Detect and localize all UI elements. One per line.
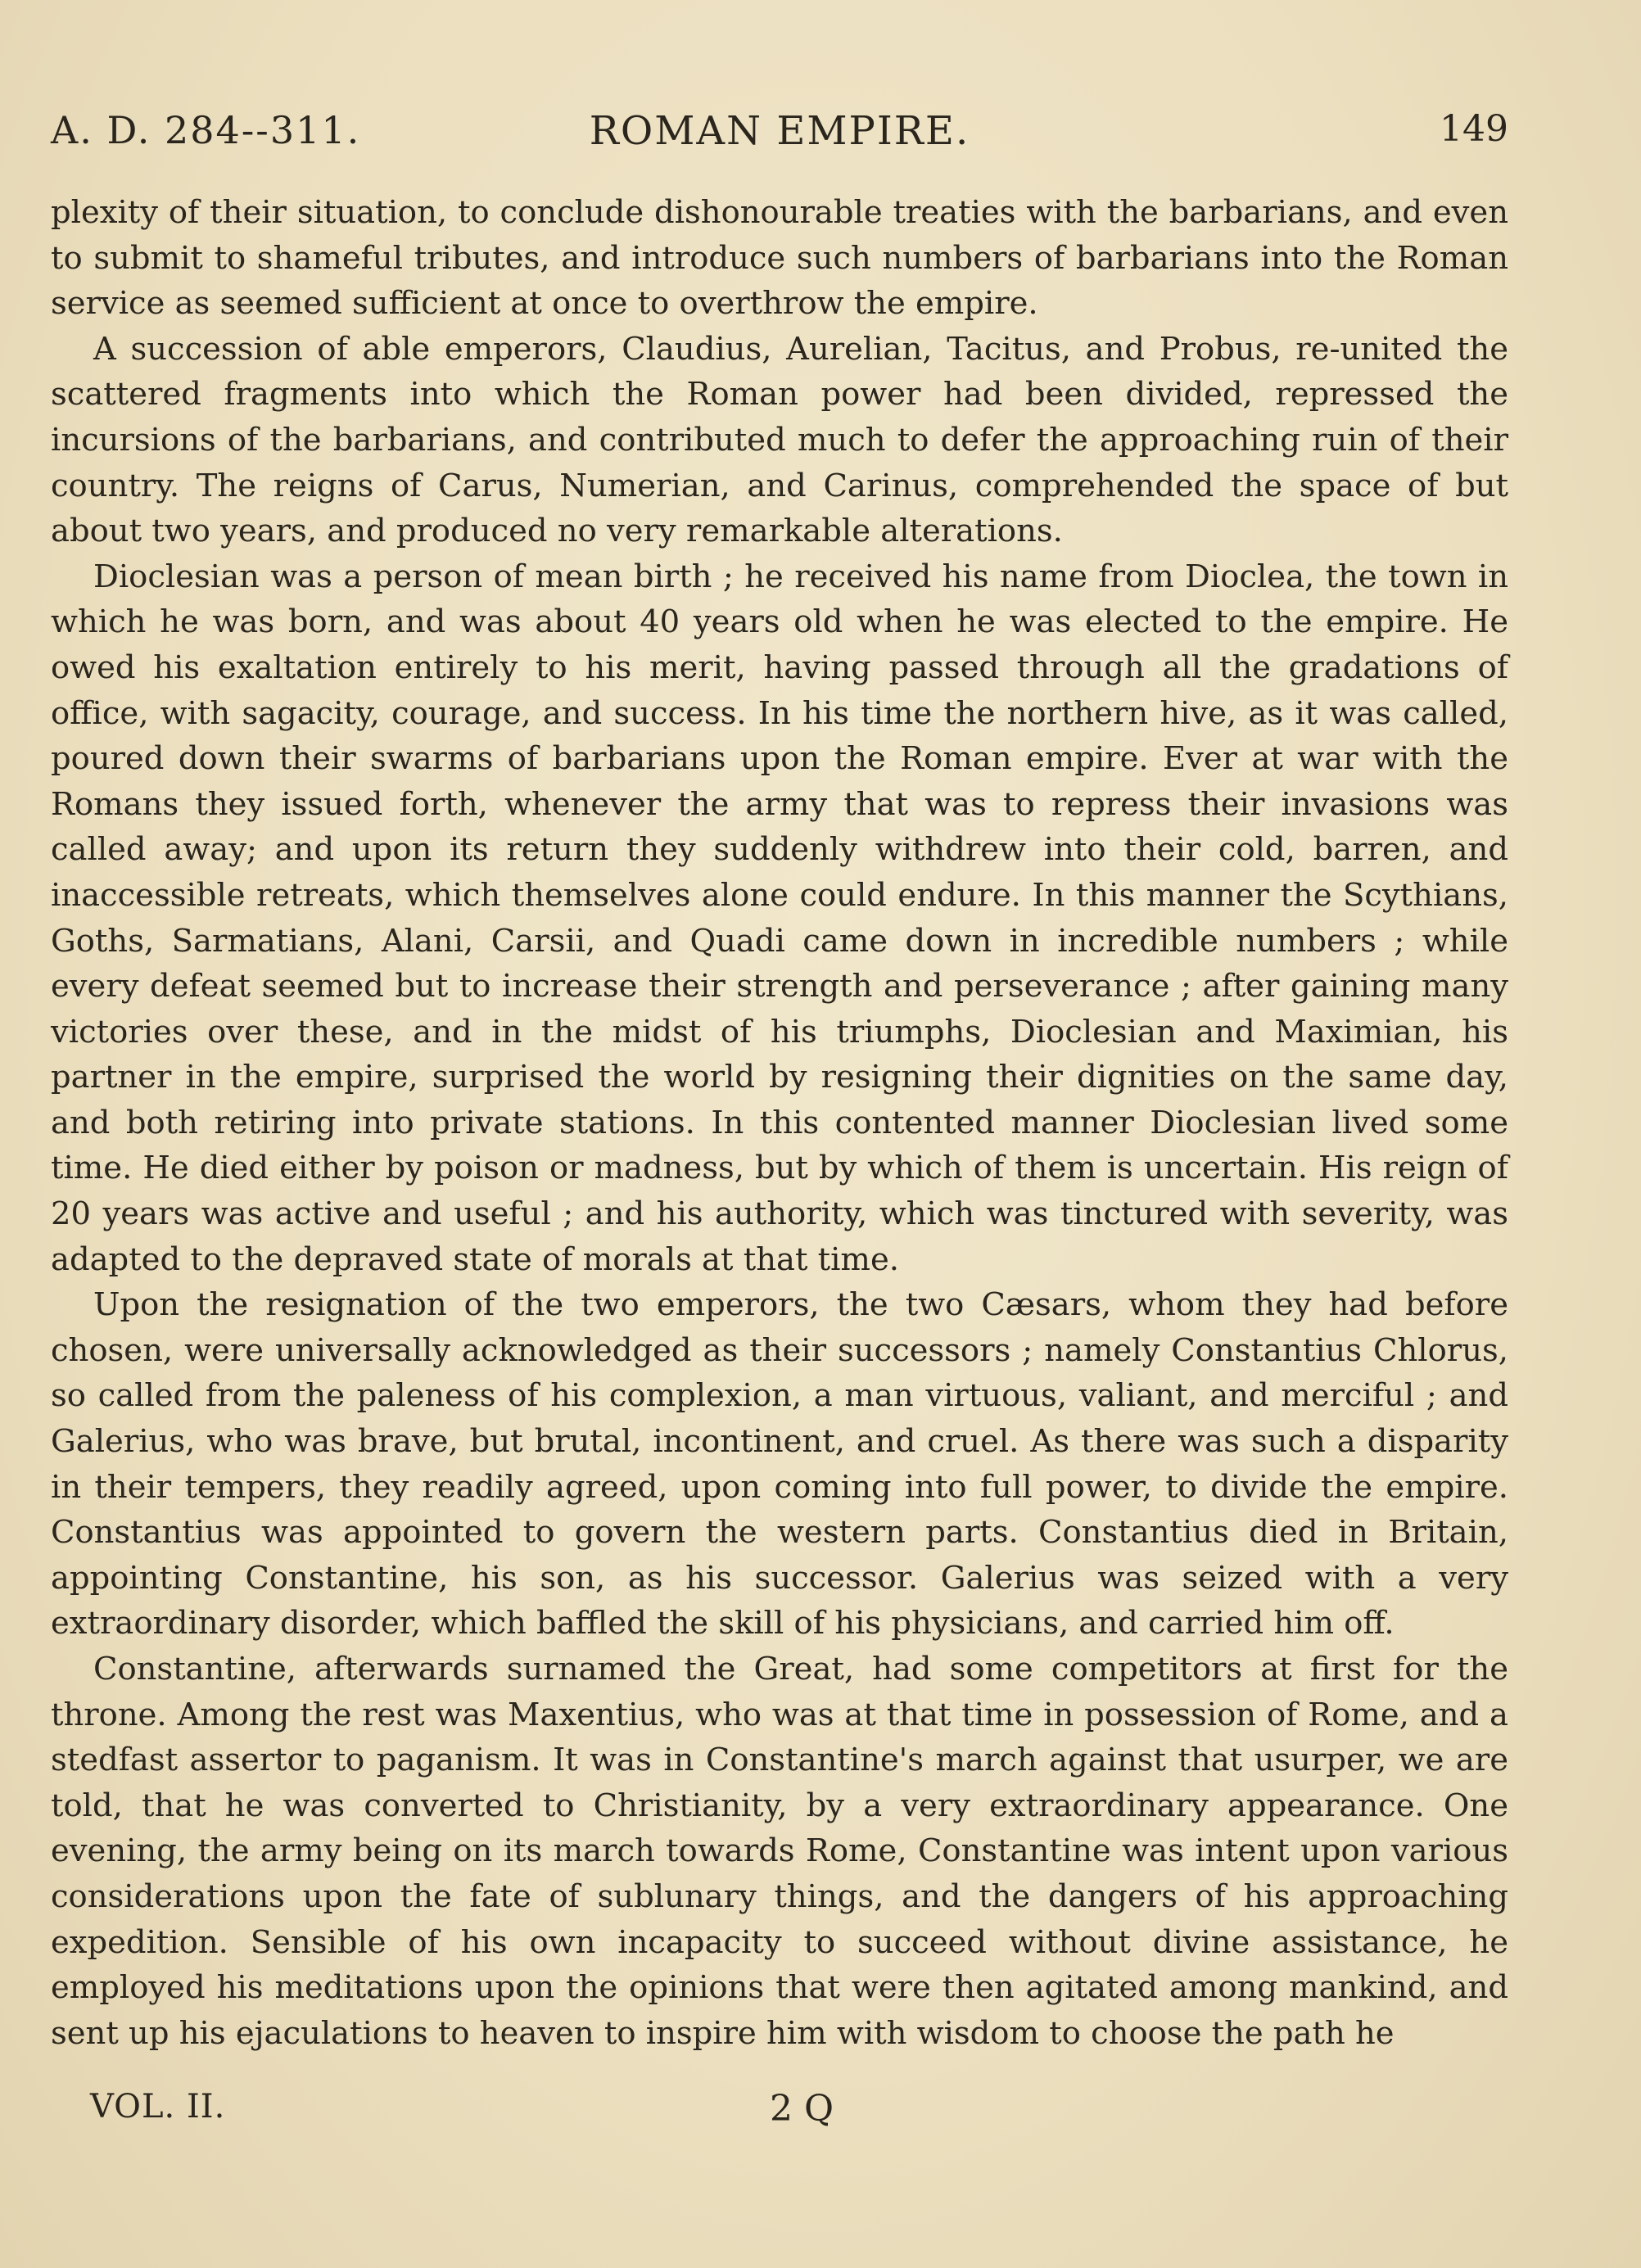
volume-mark: VOL. II.	[90, 2088, 226, 2126]
paragraph: A succession of able emperors, Claudius, Aurelian, Tacitus, and Probus, re-united the scattered fragments into which the Roman power had been divided, repressed the incursions of the barbarians, and contributed much to defer the approaching ruin of their country. The reigns of Carus, Numerian, and Carinus, comprehended the space of but about two years, and produced no very remarkable alterations.	[51, 330, 1508, 550]
signature-mark: 2 Q	[770, 2088, 834, 2130]
running-head-date-range: A. D. 284--311.	[51, 108, 361, 152]
running-head-title: ROMAN EMPIRE.	[589, 108, 970, 154]
paragraph: Dioclesian was a person of mean birth ; he received his name from Dioclea, the town in which he was born, and was about 40 years old when he was elected to the empire. He owed his exaltation entirely to his merit, having passed through all the gradations of office, with sagacity, courage, and success. In his time the northern hive, as it was called, poured down their swarms of barbarians upon the Roman empire. Ever at war with the Romans they issued forth, whenever the army that was to repress their invasions was called away; and upon its return they suddenly withdrew into their cold, barren, and inaccessible retreats, which themselves alone could endure. In this manner the Scythians, Goths, Sarmatians, Alani, Carsii, and Quadi came down in incredible numbers ; while every defeat seemed but to increase their strength and perseverance ; after gaining many victories over these, and in the midst of his triumphs, Dioclesian and Maximian, his partner in the empire, surprised the world by resigning their dignities on the same day, and both retiring into private stations. In this contented manner Dioclesian lived some time. He died either by poison or madness, but by which of them is uncertain. His reign of 20 years was active and useful ; and his authority, which was tinctured with severity, was adapted to the depraved state of morals at that time.	[51, 558, 1508, 1278]
page-footer	[90, 2088, 1482, 2137]
body-text	[51, 190, 1508, 2056]
paragraph: Constantine, afterwards surnamed the Great, had some competitors at first for the throne. Among the rest was Maxentius, who was at that time in possession of Rome, and a stedfast assertor to paganism. It was in Constantine's march against that usurper, we are told, that he was converted to Christianity, by a very extraordinary appearance. One evening, the army being on its march towards Rome, Constantine was intent upon various considerations upon the fate of sublunary things, and the dangers of his approaching expedition. Sensible of his own incapacity to succeed without divine assistance, he employed his meditations upon the opinions that were then agitated among mankind, and sent up his ejaculations to heaven to inspire him with wisdom to choose the path he	[51, 1651, 1508, 2052]
paragraph: Upon the resignation of the two emperors, the two Cæsars, whom they had before chosen, were universally acknowledged as their successors ; namely Constantius Chlorus, so called from the paleness of his complexion, a man virtuous, valiant, and merciful ; and Galerius, who was brave, but brutal, incontinent, and cruel. As there was such a disparity in their tempers, they readily agreed, upon coming into full power, to divide the empire. Constantius was appointed to govern the western parts. Constantius died in Britain, appointing Constantine, his son, as his successor. Galerius was seized with a very extraordinary disorder, which baffled the skill of his physicians, and carried him off.	[51, 1286, 1508, 1642]
running-head	[51, 108, 1508, 165]
page-number: 149	[1440, 108, 1508, 150]
paragraph-continued: plexity of their situation, to conclude dishonourable treaties with the barbarians, and even to submit to shameful tributes, and introduce such numbers of barbarians into the Roman service as seemed sufficient at once to overthrow the empire.	[51, 194, 1508, 323]
